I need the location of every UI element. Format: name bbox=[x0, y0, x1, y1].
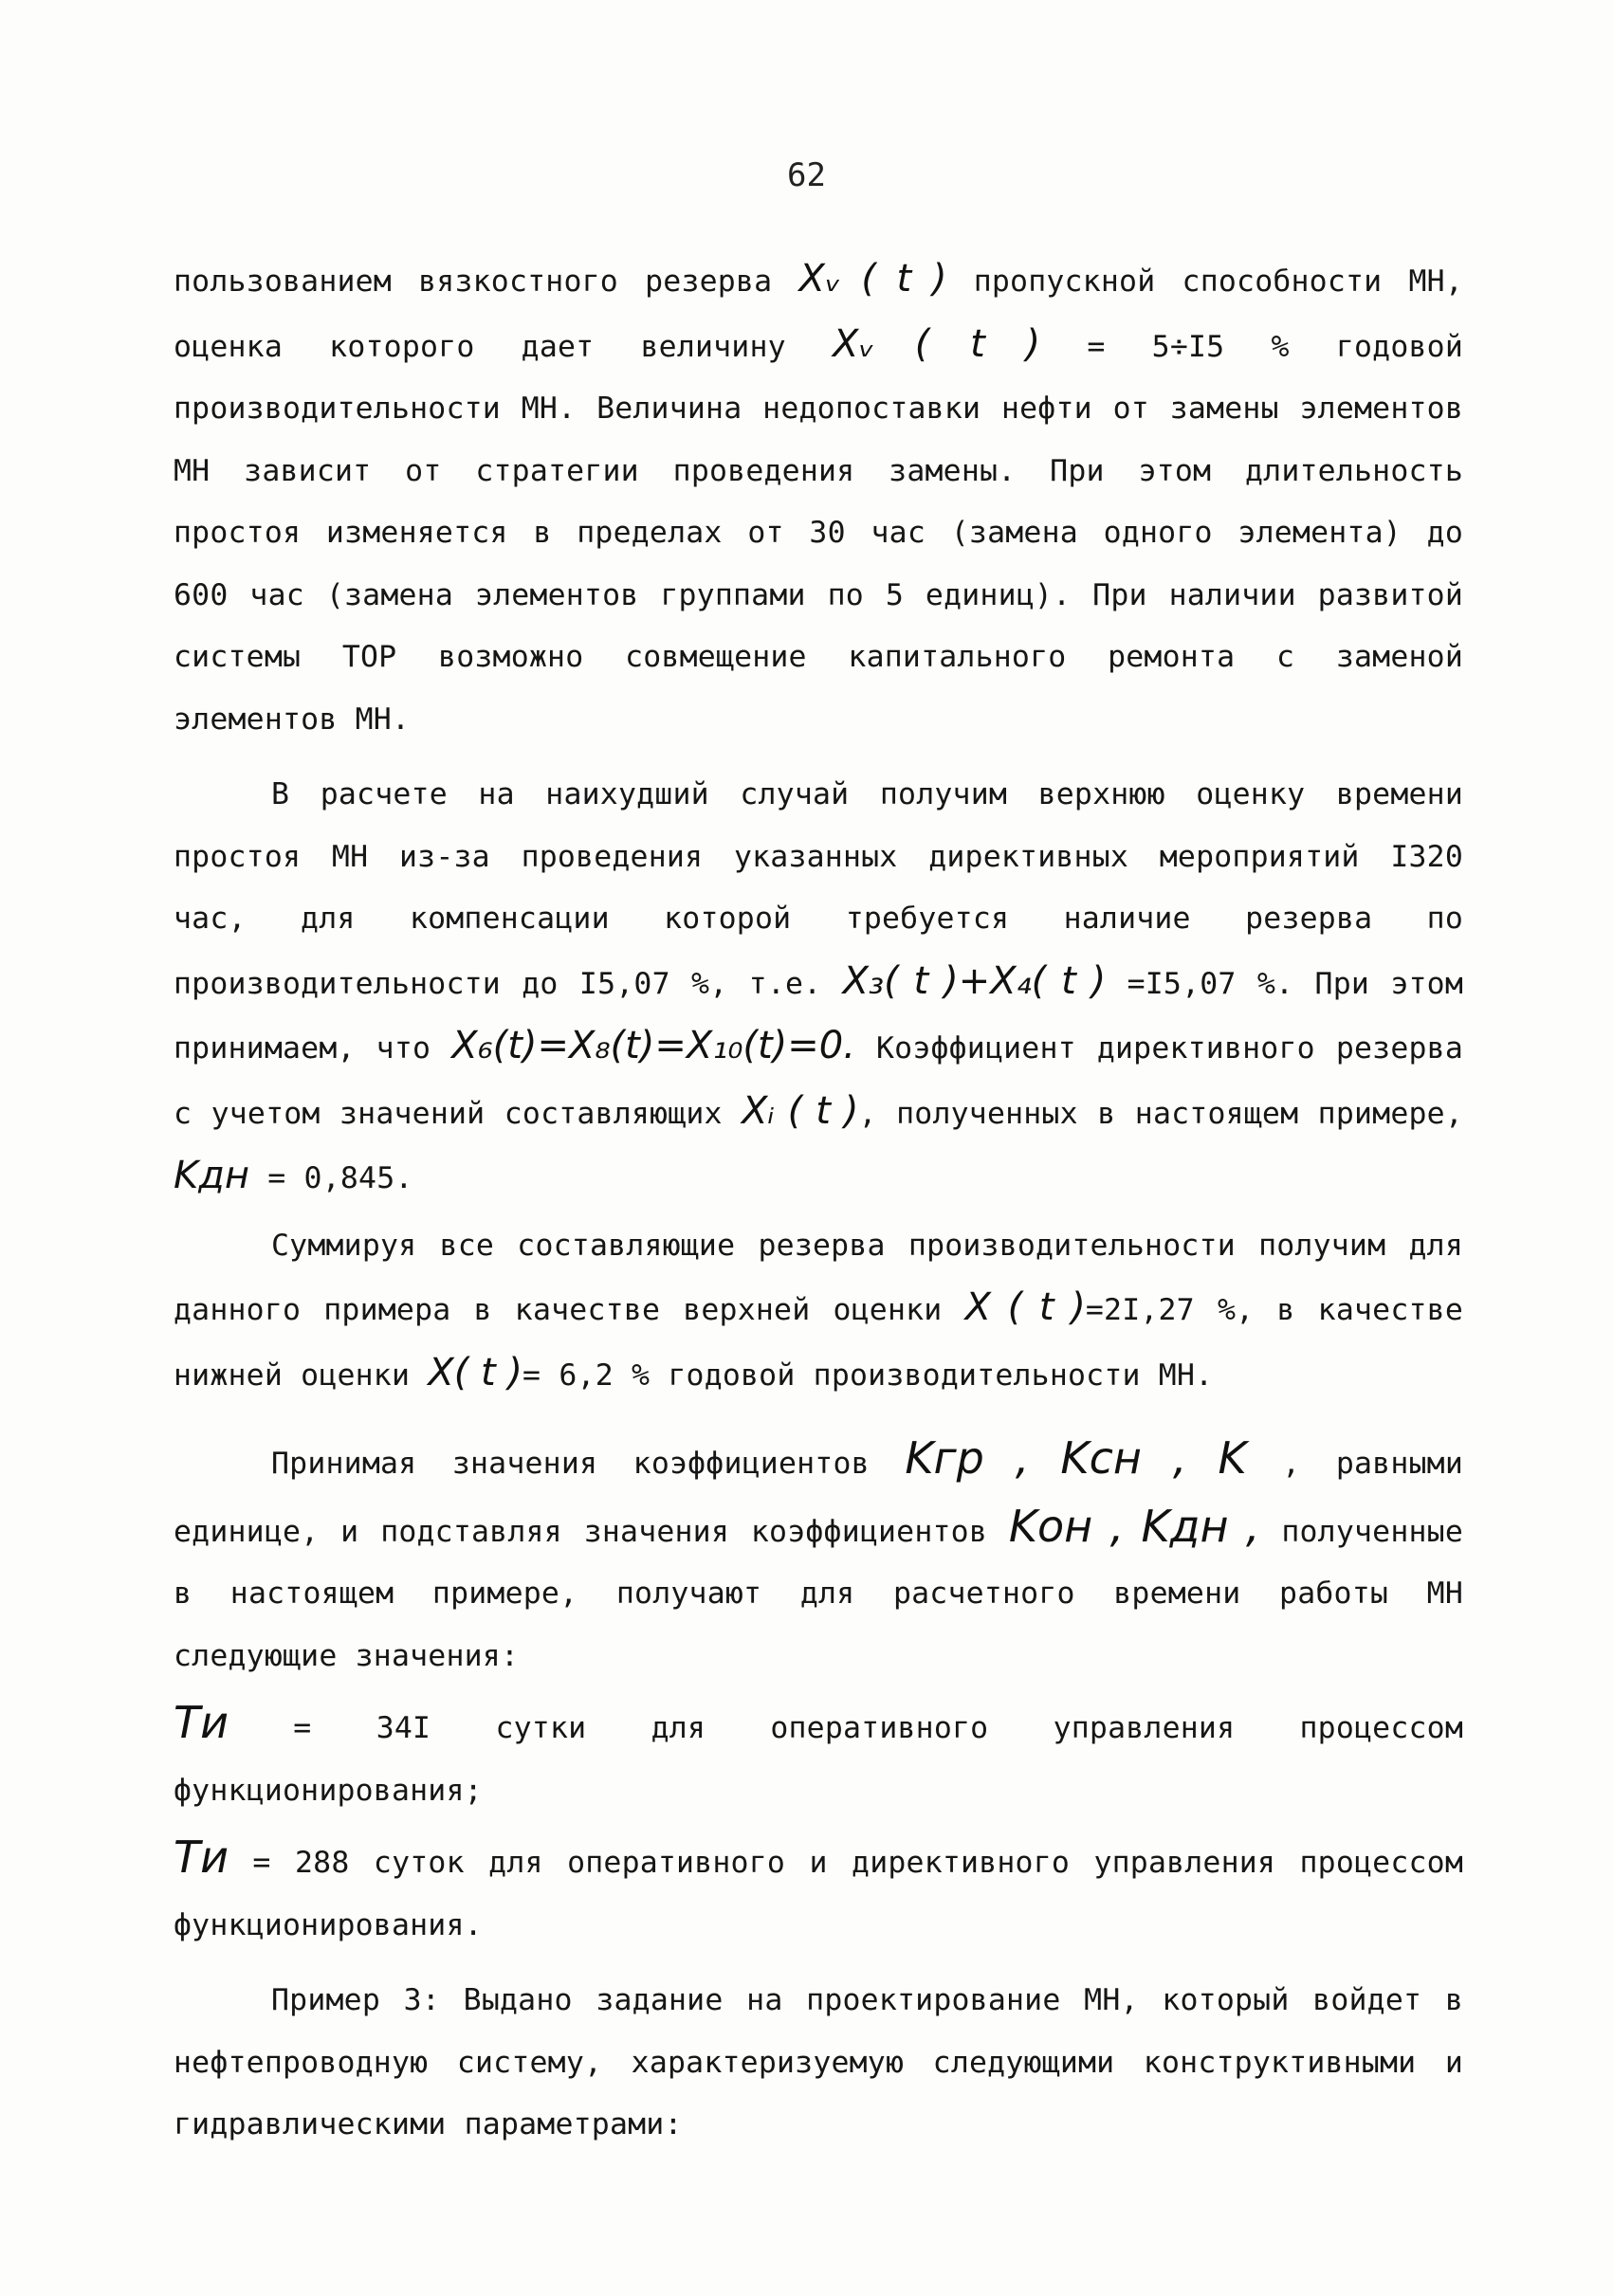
formula-t-i: Tи bbox=[174, 1697, 229, 1748]
text-span: полученные в настоящем примере, получают для расчетного времени работы МН следующие значения: bbox=[174, 1514, 1464, 1673]
formula-xi: Xᵢ ( t ) bbox=[742, 1088, 859, 1133]
text-span: = 0,845. bbox=[249, 1161, 413, 1195]
paragraph-2 bbox=[174, 764, 1463, 1211]
page-number: 62 bbox=[787, 156, 826, 194]
paragraph-1 bbox=[174, 248, 1463, 751]
formula-x-lower: X( t ) bbox=[428, 1350, 523, 1394]
text-span: = 34I сутки для оперативного управления процессом функционирования; bbox=[174, 1711, 1463, 1808]
text-span: Суммируя все составляющие резерва производительности получим для данного примера в качестве верхней оценки bbox=[174, 1228, 1463, 1327]
paragraph-5 bbox=[174, 1692, 1463, 1822]
text-span: =I5,07 %. При этом принимаем, что bbox=[174, 966, 1463, 1066]
text-span: = 288 суток для оперативного и директивного управления процессом функционирования. bbox=[174, 1846, 1463, 1942]
formula-k-dn: Kдн bbox=[174, 1154, 250, 1197]
text-span: =2I,27 %, в качестве нижней оценки bbox=[174, 1293, 1463, 1393]
text-span: = 5÷I5 % годовой производительности МН. Величина недопоставки нефти от замены элементов МН зависит от стратегии проведения замены. При этом длительность простоя изменяется в пределах от 30 час (замена одного элемента) до 600 час (замена элементов группами по 5 единиц). При наличии развитой системы ТОР возможно совмещение капитального ремонта с заменой элементов МН. bbox=[174, 329, 1463, 737]
paragraph-6 bbox=[174, 1827, 1463, 1957]
text-span: пропускной способности МН, оценка которого дает величину bbox=[174, 264, 1464, 364]
text-span: , равными единице, и подставляя значения коэффициентов bbox=[174, 1447, 1463, 1549]
text-span: = 6,2 % годовой производительности МН. bbox=[522, 1358, 1214, 1393]
text-span: Принимая значения коэффициентов bbox=[271, 1447, 906, 1481]
formula-t-i: Tи bbox=[174, 1831, 229, 1883]
formula-x3-x4: X₃( t )+X₄( t ) bbox=[842, 958, 1107, 1003]
paragraph-3 bbox=[174, 1215, 1463, 1408]
formula-k-gr-sn-k: Kгр , Kсн , K bbox=[905, 1432, 1247, 1484]
paragraph-7 bbox=[174, 1970, 1463, 2157]
paragraph-4 bbox=[174, 1428, 1463, 1687]
text-span: Пример 3: Выдано задание на проектирование МН, который войдет в нефтепроводную систему, характеризуемую следующими конструктивными и гидравлическими параметрами: bbox=[174, 1983, 1463, 2141]
body-text bbox=[174, 248, 1463, 2157]
text-span: В расчете на наихудший случай получим верхнюю оценку времени простоя МН из-за проведения указанных директивных мероприятий I320 час, для компенсации которой требуется наличие резерва по производительности до I5,07 %, т.е. bbox=[174, 777, 1463, 1001]
text-span: пользованием вязкостного резерва bbox=[174, 264, 799, 299]
formula-x-upper: X ( t ) bbox=[964, 1285, 1086, 1329]
formula-viscosity-reserve: Xᵥ ( t ) bbox=[798, 257, 947, 301]
formula-viscosity-reserve-value: Xᵥ ( t ) bbox=[832, 321, 1041, 366]
text-span: Коэффициент директивного резерва с учетом значений составляющих bbox=[174, 1031, 1463, 1131]
formula-x6-x8-x10: X₆(t)=X₈(t)=X₁₀(t)=0. bbox=[451, 1024, 855, 1067]
text-span: , полученных в настоящем примере, bbox=[858, 1096, 1464, 1131]
formula-k-on-dn: Kон , Kдн , bbox=[1008, 1500, 1260, 1552]
